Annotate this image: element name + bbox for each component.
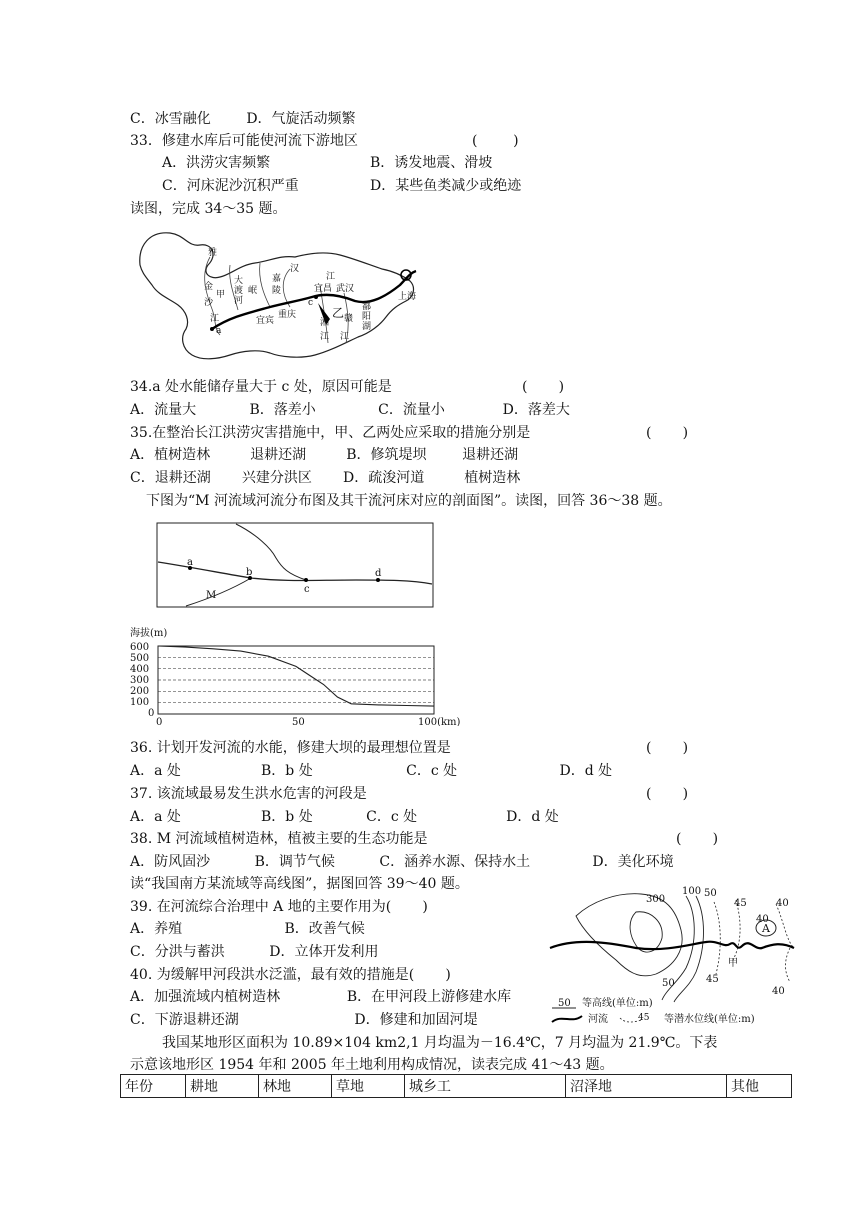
q39-stem: 39. 在河流综合治理中 A 地的主要作用为( ) (130, 899, 428, 915)
map-label-shanghai: 上海 (398, 292, 417, 302)
q39-options-cd: C．分洪与蓄洪 D．立体开发利用 (130, 944, 379, 960)
q38-stem: 38. M 河流域植树造林，植被主要的生态功能是 (130, 831, 428, 847)
table-header-row (121, 1075, 792, 1098)
contour-label: 45 (734, 898, 747, 909)
map-label: 湖 (362, 322, 372, 332)
y-tick: 500 (130, 653, 150, 664)
contour-label: 100 (682, 886, 702, 897)
y-tick: 300 (130, 675, 150, 686)
contour-label: 40 (756, 914, 769, 925)
map-label: 江 (320, 332, 330, 342)
map-label: 河 (234, 296, 244, 306)
q35-options-cd: C．退耕还湖 兴建分洪区 D．疏浚河道 植树造林 (130, 470, 521, 486)
q33-option-c: C．河床泥沙沉积严重 (162, 178, 299, 194)
y-tick: 600 (130, 642, 150, 653)
point-a-label: a (187, 557, 193, 568)
y-tick: 0 (148, 708, 155, 719)
map-label: 宜宾 (256, 316, 275, 326)
table-header-cell: 耕地 (186, 1075, 259, 1098)
contour-label: 40 (772, 986, 785, 997)
q35-answer-paren: ( ) (646, 425, 689, 441)
q32-options-cd: C．冰雪融化 D．气旋活动频繁 (130, 111, 356, 127)
point-d-label: d (375, 568, 382, 579)
contour-label: 45 (706, 974, 719, 985)
q38-answer-paren: ( ) (676, 831, 719, 847)
read-instruction-39: 读“我国南方某流域等高线图”，据图回答 39～40 题。 (130, 876, 469, 892)
y-tick: 400 (130, 664, 150, 675)
map-label: 江 (210, 314, 220, 324)
table-header-cell: 年份 (121, 1075, 186, 1098)
riverbed-profile-chart (126, 626, 466, 726)
q36-options: A．a 处 B．b 处 C．c 处 D．d 处 (130, 763, 613, 779)
map-label: 渡 (234, 286, 244, 296)
q36-stem: 36. 计划开发河流的水能，修建大坝的最理想位置是 (130, 740, 451, 756)
place-jia-label: 甲 (728, 958, 738, 969)
q33-option-b: B．诱发地震、滑坡 (370, 155, 493, 171)
map-label: 鄱 (362, 302, 372, 312)
profile-y-axis-label: 海拔(m) (130, 628, 168, 639)
map-point-c: c (308, 298, 314, 308)
y-tick: 100 (130, 697, 150, 708)
map-label: 江 (340, 332, 350, 342)
table-header-cell: 林地 (259, 1075, 332, 1098)
map-point-a: a (216, 326, 222, 336)
contour-label: 300 (646, 894, 666, 905)
legend-contour-value: 50 (558, 998, 571, 1009)
map-label: 嘉 (272, 274, 282, 284)
q35-stem: 35.在整治长江洪涝灾害措施中，甲、乙两处应采取的措施分别是 (130, 425, 531, 441)
q38-options: A．防风固沙 B．调节气候 C．涵养水源、保持水土 D．美化环境 (130, 854, 674, 870)
legend-river-text: 河流 (588, 1014, 608, 1025)
legend-river-line (552, 1016, 582, 1022)
q37-stem: 37. 该流域最易发生洪水危害的河段是 (130, 786, 367, 802)
map-label: 雅 (208, 248, 218, 258)
q34-stem: 34.a 处水能储存量大于 c 处，原因可能是 (130, 379, 392, 395)
map-label: 赣 (344, 314, 354, 324)
map-label: 重庆 (278, 310, 297, 320)
map-label-jia: 甲 (216, 290, 226, 300)
map-label: 湘 (320, 318, 330, 328)
q33-option-a: A．洪涝灾害频繁 (162, 155, 271, 171)
table-header-cell: 草地 (332, 1075, 405, 1098)
read-instruction-34: 读图，完成 34～35 题。 (130, 201, 287, 217)
map-label: 宜昌 (314, 284, 333, 294)
q37-answer-paren: ( ) (646, 786, 689, 802)
q39-options-ab: A．养殖 B．改善气候 (130, 921, 365, 937)
q40-options-ab: A．加强流域内植树造林 B．在甲河段上游修建水库 (130, 989, 512, 1005)
place-a-label: A (762, 922, 770, 935)
map-label: 江 (326, 272, 336, 282)
q40-stem: 40. 为缓解甲河段洪水泛滥，最有效的措施是( ) (130, 967, 451, 983)
x-tick: 50 (292, 717, 305, 726)
y-tick: 200 (130, 686, 150, 697)
map-label: 阳 (362, 312, 372, 322)
yangtze-river-map (130, 225, 420, 365)
q33-answer-paren: ( ) (472, 133, 519, 149)
q36-intro: 下图为“M 河流域河流分布图及其干流河床对应的剖面图”。读图，回答 36～38 题。 (146, 493, 672, 509)
point-c-label: c (304, 584, 310, 595)
map-label: 岷 (248, 286, 258, 296)
point-b-label: b (246, 567, 253, 578)
table-header-cell: 沼泽地 (566, 1075, 727, 1098)
table-header-cell: 城乡工 (405, 1075, 566, 1098)
q41-intro-line1: 我国某地形区面积为 10.89×104 km2,1 月均温为－16.4℃，7 月均温为 21.9℃。下表 (162, 1035, 718, 1051)
q36-answer-paren: ( ) (646, 740, 689, 756)
map-label: 汉 (290, 264, 300, 274)
x-tick: 100(km) (418, 717, 461, 726)
contour-map (546, 882, 810, 1030)
map-label: 大 (234, 276, 244, 286)
contour-label: 40 (776, 898, 789, 909)
contour-label: 50 (704, 888, 717, 899)
map-label-yi: 乙 (332, 306, 345, 320)
m-river-basin-map (156, 522, 436, 610)
land-use-table (120, 1074, 792, 1098)
legend-water-value: 45 (638, 1013, 650, 1023)
map-label: 沙 (204, 298, 214, 308)
table-header-cell: 其他 (727, 1075, 792, 1098)
q33-stem: 33．修建水库后可能使河流下游地区 (130, 133, 358, 149)
q41-intro-line2: 示意该地形区 1954 年和 2005 年土地利用构成情况，读表完成 41～43 题。 (130, 1057, 614, 1073)
q34-options: A．流量大 B．落差小 C．流量小 D．落差大 (130, 402, 570, 418)
river-m-label: M (206, 590, 217, 601)
q37-options: A．a 处 B．b 处 C．c 处 D．d 处 (130, 809, 559, 825)
elevation-profile-line (158, 646, 434, 706)
map-label: 陵 (272, 286, 282, 296)
legend-contour-text: 等高线(单位:m) (582, 998, 653, 1009)
legend-water-text: 等潜水位线(单位:m) (664, 1014, 755, 1025)
q33-option-d: D．某些鱼类减少或绝迹 (370, 178, 522, 194)
map-label: 武汉 (336, 284, 355, 294)
q34-answer-paren: ( ) (522, 379, 565, 395)
contour-label: 50 (662, 978, 675, 989)
map-label: 金 (204, 282, 214, 292)
q40-options-cd: C．下游退耕还湖 D．修建和加固河堤 (130, 1012, 478, 1028)
q35-options-ab: A．植树造林 退耕还湖 B．修筑堤坝 退耕还湖 (130, 447, 519, 463)
x-tick: 0 (156, 717, 163, 726)
